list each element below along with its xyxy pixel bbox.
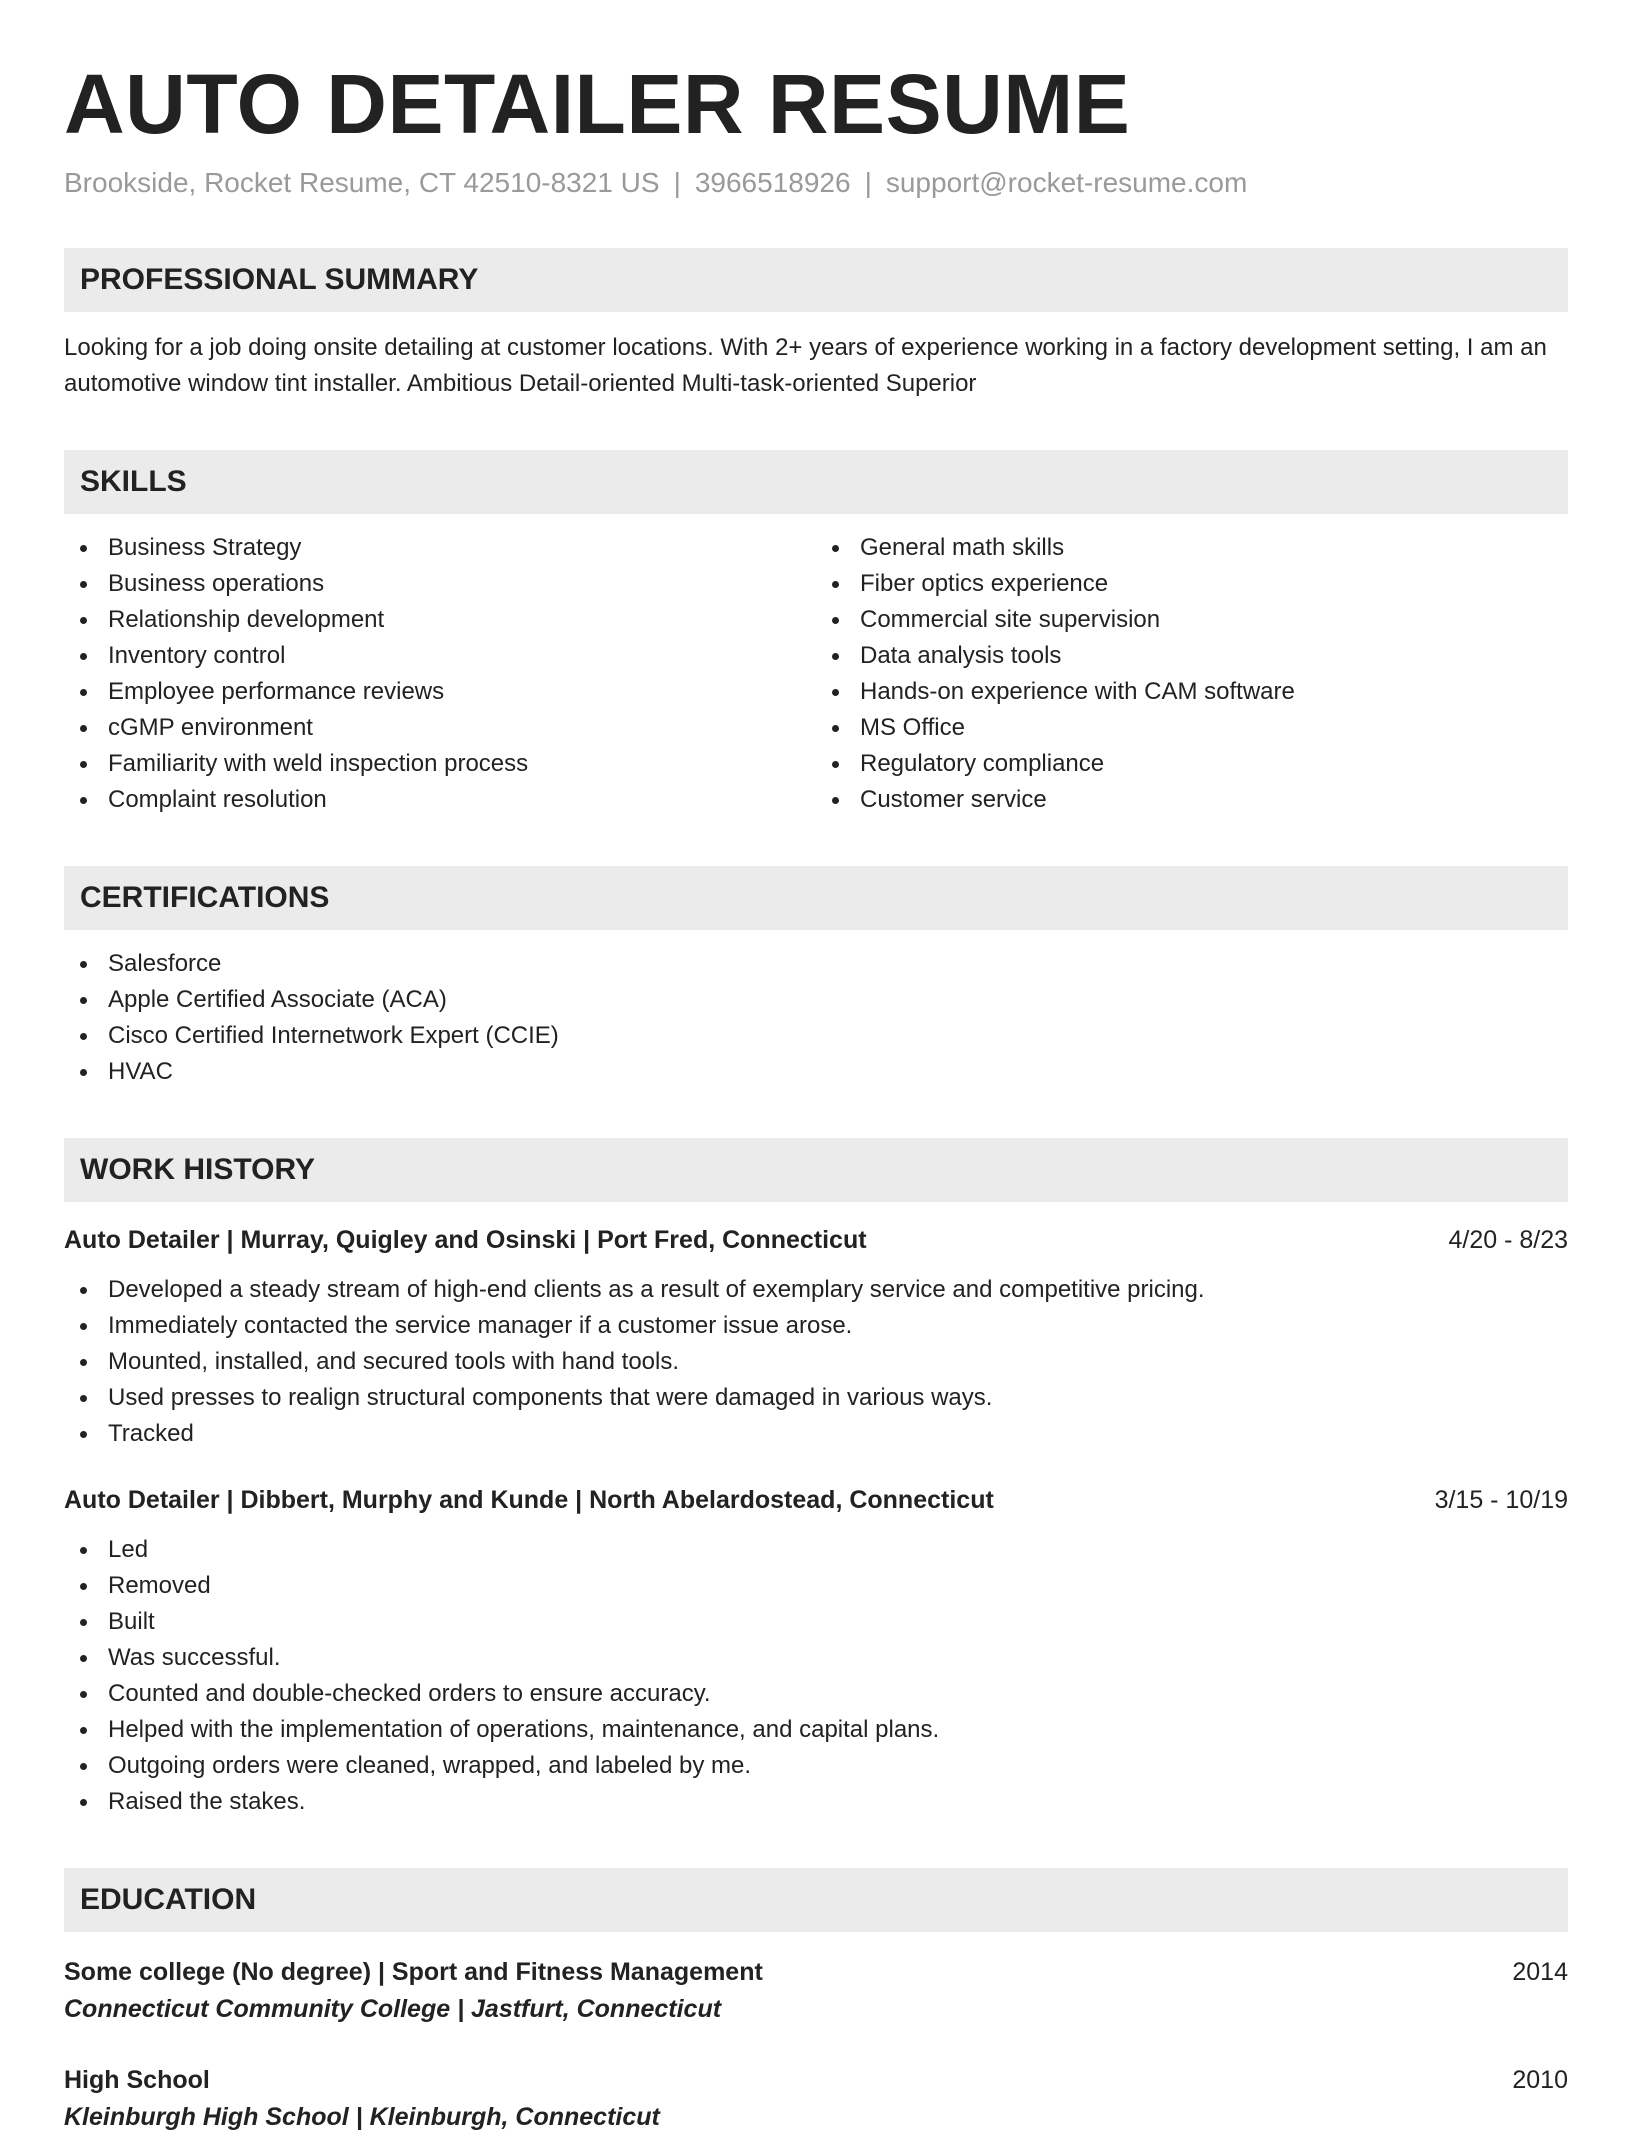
skill-item: Regulatory compliance — [816, 746, 1568, 782]
education-degree: High School — [64, 2066, 210, 2094]
job-bullet: Counted and double-checked orders to ensure accuracy. — [64, 1676, 1568, 1712]
job-bullet: Led — [64, 1532, 1568, 1568]
certifications-heading: CERTIFICATIONS — [80, 881, 330, 914]
job-bullet: Mounted, installed, and secured tools with hand tools. — [64, 1344, 1568, 1380]
skill-item: Relationship development — [64, 602, 816, 638]
contact-line — [64, 166, 1568, 200]
job-entry — [64, 1482, 1568, 1820]
resume-title: AUTO DETAILER RESUME — [64, 57, 1131, 151]
job-bullet: Raised the stakes. — [64, 1784, 1568, 1820]
skill-item: Business Strategy — [64, 530, 816, 566]
skills-columns — [64, 514, 1568, 818]
education-entry — [64, 2062, 1568, 2136]
job-bullet: Helped with the implementation of operations, maintenance, and capital plans. — [64, 1712, 1568, 1748]
skill-item: cGMP environment — [64, 710, 816, 746]
education-degree: Some college (No degree) | Sport and Fitness Management — [64, 1958, 763, 1986]
skill-item: Employee performance reviews — [64, 674, 816, 710]
certification-item: HVAC — [64, 1054, 1568, 1090]
skill-item: Commercial site supervision — [816, 602, 1568, 638]
job-dates: 3/15 - 10/19 — [1434, 1486, 1568, 1514]
skills-section-header — [64, 450, 1568, 514]
education-section-header — [64, 1868, 1568, 1932]
contact-email: support@rocket-resume.com — [885, 167, 1248, 198]
job-bullet: Developed a steady stream of high-end clients as a result of exemplary service and competitive pricing. — [64, 1272, 1568, 1308]
job-bullet: Outgoing orders were cleaned, wrapped, and labeled by me. — [64, 1748, 1568, 1784]
education-heading: EDUCATION — [80, 1883, 257, 1916]
job-bullets — [64, 1272, 1568, 1452]
job-bullet: Removed — [64, 1568, 1568, 1604]
contact-separator: | — [673, 167, 681, 198]
education-school: Kleinburgh High School | Kleinburgh, Connecticut — [64, 2103, 660, 2131]
contact-phone: 3966518926 — [694, 167, 851, 198]
contact-address: Brookside, Rocket Resume, CT 42510-8321 US — [64, 167, 660, 198]
education-year: 2010 — [1512, 2066, 1568, 2094]
skill-item: General math skills — [816, 530, 1568, 566]
skill-item: Customer service — [816, 782, 1568, 818]
job-dates: 4/20 - 8/23 — [1448, 1226, 1568, 1254]
summary-text: Looking for a job doing onsite detailing at customer locations. With 2+ years of experience working in a factory development setting, I am an automotive window tint installer. Ambitious Detail-oriented Multi-task-oriented Superior — [64, 334, 1547, 397]
job-title: Auto Detailer | Dibbert, Murphy and Kunde | North Abelardostead, Connecticut — [64, 1486, 994, 1514]
job-bullet: Was successful. — [64, 1640, 1568, 1676]
skill-item: Inventory control — [64, 638, 816, 674]
certifications-section-header — [64, 866, 1568, 930]
education-year: 2014 — [1512, 1958, 1568, 1986]
job-entry — [64, 1222, 1568, 1452]
skills-list-right — [816, 530, 1568, 818]
job-bullet: Built — [64, 1604, 1568, 1640]
education-header — [64, 1954, 1568, 1990]
summary-section-header — [64, 248, 1568, 312]
job-bullet: Immediately contacted the service manager if a customer issue arose. — [64, 1308, 1568, 1344]
skill-item: Fiber optics experience — [816, 566, 1568, 602]
education-header — [64, 2062, 1568, 2098]
certification-item: Apple Certified Associate (ACA) — [64, 982, 1568, 1018]
skill-item: Familiarity with weld inspection process — [64, 746, 816, 782]
certification-item: Salesforce — [64, 946, 1568, 982]
job-title: Auto Detailer | Murray, Quigley and Osinski | Port Fred, Connecticut — [64, 1226, 867, 1254]
skill-item: Data analysis tools — [816, 638, 1568, 674]
work-heading: WORK HISTORY — [80, 1153, 316, 1186]
education-school: Connecticut Community College | Jastfurt, Connecticut — [64, 1995, 722, 2023]
skill-item: Complaint resolution — [64, 782, 816, 818]
skills-heading: SKILLS — [80, 465, 187, 498]
summary-heading: PROFESSIONAL SUMMARY — [80, 263, 479, 296]
certifications-list — [64, 946, 1568, 1090]
skills-list-left — [64, 530, 816, 818]
skill-item: MS Office — [816, 710, 1568, 746]
job-bullet: Used presses to realign structural components that were damaged in various ways. — [64, 1380, 1568, 1416]
job-header — [64, 1482, 1568, 1518]
certification-item: Cisco Certified Internetwork Expert (CCIE) — [64, 1018, 1568, 1054]
job-bullet: Tracked — [64, 1416, 1568, 1452]
skill-item: Hands-on experience with CAM software — [816, 674, 1568, 710]
work-section-header — [64, 1138, 1568, 1202]
contact-separator: | — [864, 167, 872, 198]
skill-item: Business operations — [64, 566, 816, 602]
job-bullets — [64, 1532, 1568, 1820]
job-header — [64, 1222, 1568, 1258]
education-entry — [64, 1954, 1568, 2028]
